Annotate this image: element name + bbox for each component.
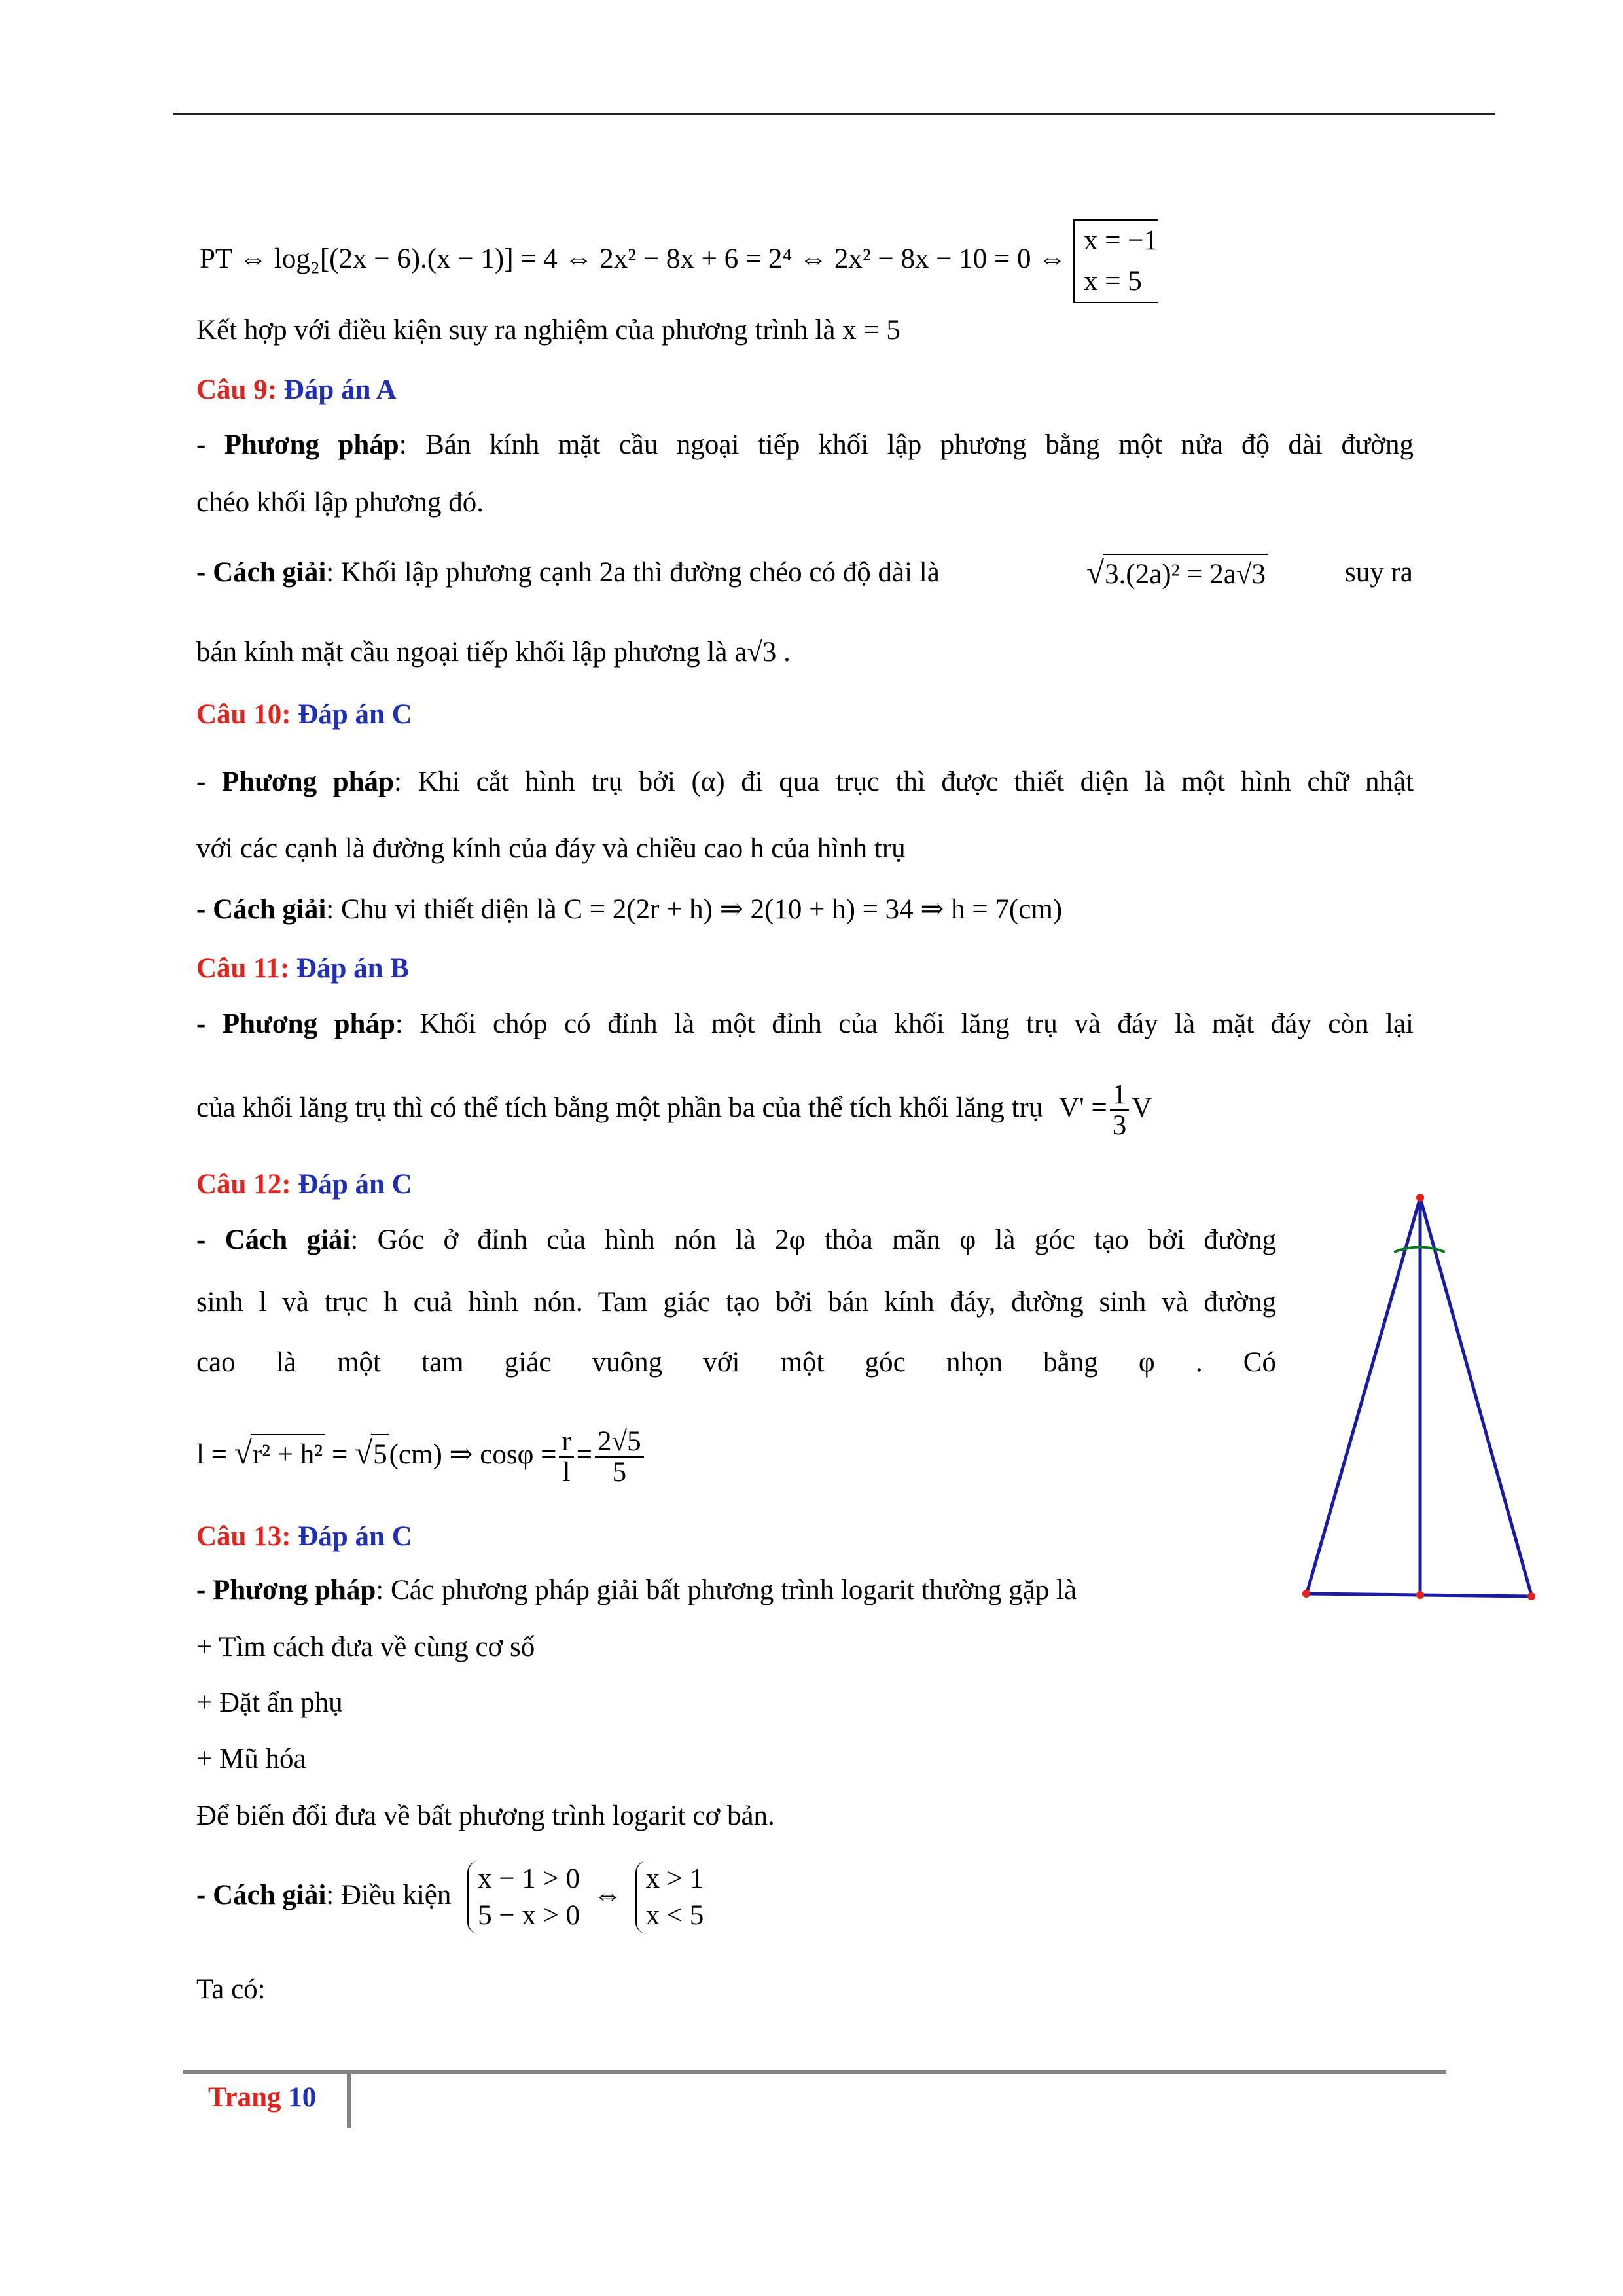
q9-solution-line2: bán kính mặt cầu ngoại tiếp khối lập phương là a√3 . <box>196 637 791 668</box>
q12-solution-line1: - Cách giải: Góc ở đỉnh của hình nón là 2φ thỏa mãn φ là góc tạo bởi đường <box>196 1225 1276 1255</box>
base-right-point <box>1527 1592 1535 1600</box>
base-left-point <box>1302 1590 1310 1598</box>
volume-formula: V' = $\frac{1}{3}$ V <box>1058 1079 1152 1141</box>
q9-method-line2: chéo khối lập phương đó. <box>196 487 484 518</box>
solution-bracket: x = −1 x = 5 <box>1073 219 1158 303</box>
triangle-right-side <box>1420 1198 1531 1595</box>
q13-bullet-3: + Mũ hóa <box>196 1744 306 1774</box>
equation-log: PT ⇔ log₂[(2x − 6).(x − 1)] = 4 ⇔ 2x² − 8x + 6 = 2⁴ ⇔ 2x² − 8x − 10 = 0 ⇔ x = −1 x = 5 <box>200 219 1158 303</box>
q13-method-line1: - Phương pháp: Các phương pháp giải bất phương trình logarit thường gặp là <box>196 1575 1077 1605</box>
q13-condition-line: - Cách giải: Điều kiện x − 1 > 0 5 − x > 0 ⇔ x > 1 x < 5 <box>196 1861 704 1934</box>
q13-ta-co: Ta có: <box>196 1974 266 2005</box>
cone-triangle-diagram <box>1296 1185 1558 1610</box>
q9-suy-ra: suy ra <box>1345 557 1413 588</box>
q10-method-line2: với các cạnh là đường kính của đáy và chiều cao h của hình trụ <box>196 833 906 864</box>
q13-method-end: Để biến đổi đưa về bất phương trình logarit cơ bản. <box>196 1801 775 1831</box>
triangle-left-side <box>1306 1198 1420 1595</box>
page-number: Trang 10 <box>208 2082 317 2113</box>
question-9-heading: Câu 9: Đáp án A <box>196 374 397 405</box>
q9-solution-line1: - Cách giải: Khối lập phương cạnh 2a thì đường chéo có độ dài là <box>196 557 940 588</box>
condition-result-system: x > 1 x < 5 <box>635 1861 704 1934</box>
q12-solution-line3: cao là một tam giác vuông với một góc nhọn bằng φ . Có <box>196 1347 1276 1378</box>
base-mid-point <box>1416 1591 1424 1599</box>
q12-solution-line2: sinh l và trục h cuả hình nón. Tam giác tạo bởi bán kính đáy, đường sinh và đường <box>196 1287 1276 1318</box>
footer-divider <box>347 2074 351 2128</box>
q11-method-line2: của khối lăng trụ thì có thể tích bằng một phần ba của thể tích khối lăng trụ V' = $\frac{1}{3}$ V <box>196 1079 1152 1141</box>
q10-solution-line: - Cách giải: Chu vi thiết diện là C = 2(2r + h) ⇒ 2(10 + h) = 34 ⇒ h = 7(cm) <box>196 894 1063 925</box>
question-13-heading: Câu 13: Đáp án C <box>196 1521 412 1552</box>
q10-method-line1: - Phương pháp: Khi cắt hình trụ bởi (α) đi qua trục thì được thiết diện là một hình chữ nhật <box>196 766 1414 797</box>
header-rule <box>173 113 1495 115</box>
q9-method-line1: - Phương pháp: Bán kính mặt cầu ngoại tiếp khối lập phương bằng một nửa độ dài đường <box>196 429 1414 460</box>
q12-formula: l = √r² + h² = √5(cm) ⇒ cosφ = $\frac{r}{l}$ = $\frac{2√5}{5}$ <box>196 1427 647 1487</box>
condition-system: x − 1 > 0 5 − x > 0 <box>467 1861 580 1934</box>
question-10-heading: Câu 10: Đáp án C <box>196 699 412 730</box>
q11-method-line1: - Phương pháp: Khối chóp có đỉnh là một đỉnh của khối lăng trụ và đáy là mặt đáy còn lại <box>196 1009 1414 1039</box>
apex-point <box>1416 1194 1424 1202</box>
q13-bullet-2: + Đặt ẩn phụ <box>196 1687 343 1718</box>
q13-bullet-1: + Tìm cách đưa về cùng cơ số <box>196 1632 535 1662</box>
conclusion-line: Kết hợp với điều kiện suy ra nghiệm của phương trình là x = 5 <box>196 315 901 346</box>
question-11-heading: Câu 11: Đáp án B <box>196 953 409 984</box>
footer-rule <box>183 2070 1446 2074</box>
question-12-heading: Câu 12: Đáp án C <box>196 1169 412 1200</box>
q9-diagonal-formula: √3.(2a)² = 2a√3 <box>1086 553 1268 594</box>
